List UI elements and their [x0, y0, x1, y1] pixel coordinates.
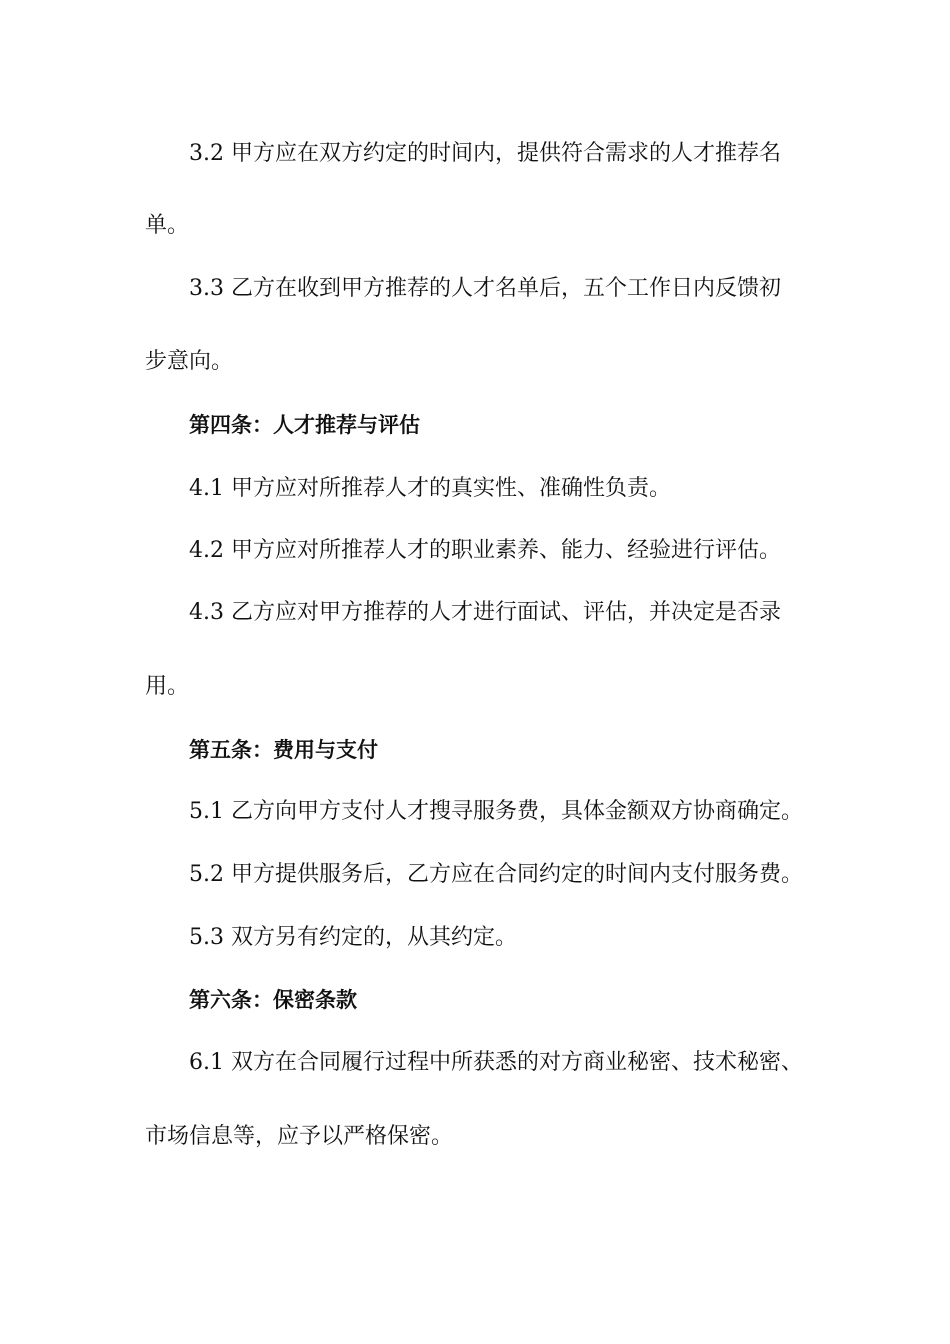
clause-3-3-line-1: 3.3 乙方在收到甲方推荐的人才名单后，五个工作日内反馈初: [189, 276, 781, 301]
clause-4-3-line-2: 用。: [145, 674, 190, 699]
section-heading-article-4: 第四条：人才推荐与评估: [189, 413, 420, 437]
clause-3-2-line-1: 3.2 甲方应在双方约定的时间内，提供符合需求的人才推荐名: [189, 141, 781, 166]
clause-5-3: 5.3 双方另有约定的，从其约定。: [189, 925, 517, 950]
clause-3-2-line-2: 单。: [145, 213, 190, 238]
clause-5-1: 5.1 乙方向甲方支付人才搜寻服务费，具体金额双方协商确定。: [189, 799, 803, 824]
clause-6-1-line-2: 市场信息等，应予以严格保密。: [145, 1124, 454, 1149]
section-heading-article-6: 第六条：保密条款: [189, 988, 357, 1012]
clause-4-1: 4.1 甲方应对所推荐人才的真实性、准确性负责。: [189, 476, 671, 501]
clause-5-2: 5.2 甲方提供服务后，乙方应在合同约定的时间内支付服务费。: [189, 862, 803, 887]
clause-4-2: 4.2 甲方应对所推荐人才的职业素养、能力、经验进行评估。: [189, 538, 781, 563]
clause-6-1-line-1: 6.1 双方在合同履行过程中所获悉的对方商业秘密、技术秘密、: [189, 1050, 803, 1075]
clause-4-3-line-1: 4.3 乙方应对甲方推荐的人才进行面试、评估，并决定是否录: [189, 600, 781, 625]
clause-3-3-line-2: 步意向。: [145, 349, 234, 374]
section-heading-article-5: 第五条：费用与支付: [189, 738, 378, 762]
